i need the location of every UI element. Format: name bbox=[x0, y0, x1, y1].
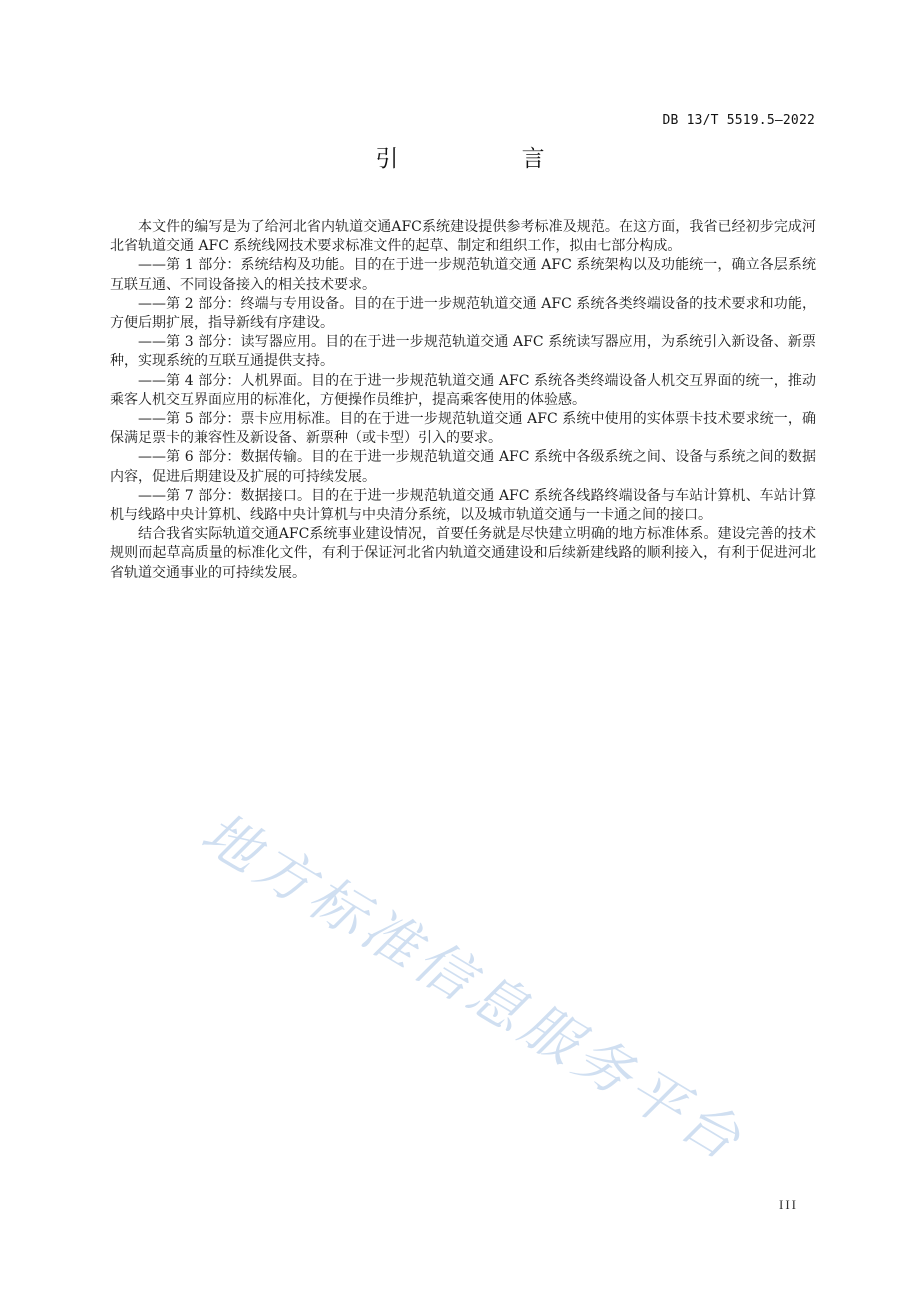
closing-paragraph: 结合我省实际轨道交通AFC系统事业建设情况，首要任务就是尽快建立明确的地方标准体系。建设完善的技术规则而起草高质量的标准化文件，有利于保证河北省内轨道交通建设和后续新建线路的顺利接入，有利于促进河北省轨道交通事业的可持续发展。 bbox=[110, 526, 816, 581]
intro-paragraph: 本文件的编写是为了给河北省内轨道交通AFC系统建设提供参考标准及规范。在这方面，我省已经初步完成河北省轨道交通 AFC 系统线网技术要求标准文件的起草、制定和组织工作，拟由七部分构成。 bbox=[110, 219, 816, 255]
part-5-item: ——第 5 部分：票卡应用标准。目的在于进一步规范轨道交通 AFC 系统中使用的实体票卡技术要求统一，确保满足票卡的兼容性及新设备、新票种（或卡型）引入的要求。 bbox=[110, 411, 816, 447]
part-7-item: ——第 7 部分：数据接口。目的在于进一步规范轨道交通 AFC 系统各线路终端设备与车站计算机、车站计算机与线路中央计算机、线路中央计算机与中央清分系统，以及城市轨道交通与一卡通之间的接口。 bbox=[110, 487, 816, 524]
part-6-item: ——第 6 部分：数据传输。目的在于进一步规范轨道交通 AFC 系统中各级系统之间、设备与系统之间的数据内容，促进后期建设及扩展的可持续发展。 bbox=[110, 449, 816, 485]
part-4-item: ——第 4 部分：人机界面。目的在于进一步规范轨道交通 AFC 系统各类终端设备人机交互界面的统一，推动乘客人机交互界面应用的标准化，方便操作员维护，提高乘客使用的体验感。 bbox=[110, 372, 816, 408]
part-3-item: ——第 3 部分：读写器应用。目的在于进一步规范轨道交通 AFC 系统读写器应用，为系统引入新设备、新票种，实现系统的互联互通提供支持。 bbox=[110, 334, 816, 370]
part-1-item: ——第 1 部分：系统结构及功能。目的在于进一步规范轨道交通 AFC 系统架构以及功能统一，确立各层系统互联互通、不同设备接入的相关技术要求。 bbox=[110, 257, 816, 293]
page-number: III bbox=[779, 1197, 798, 1212]
body-text bbox=[110, 218, 816, 583]
part-2-item: ——第 2 部分：终端与专用设备。目的在于进一步规范轨道交通 AFC 系统各类终端设备的技术要求和功能，方便后期扩展，指导新线有序建设。 bbox=[110, 295, 816, 332]
watermark: 地方标准信息服务平台 bbox=[190, 800, 756, 1176]
page-title: 引 言 bbox=[375, 146, 603, 172]
standard-code: DB 13/T 5519.5—2022 bbox=[662, 113, 815, 128]
